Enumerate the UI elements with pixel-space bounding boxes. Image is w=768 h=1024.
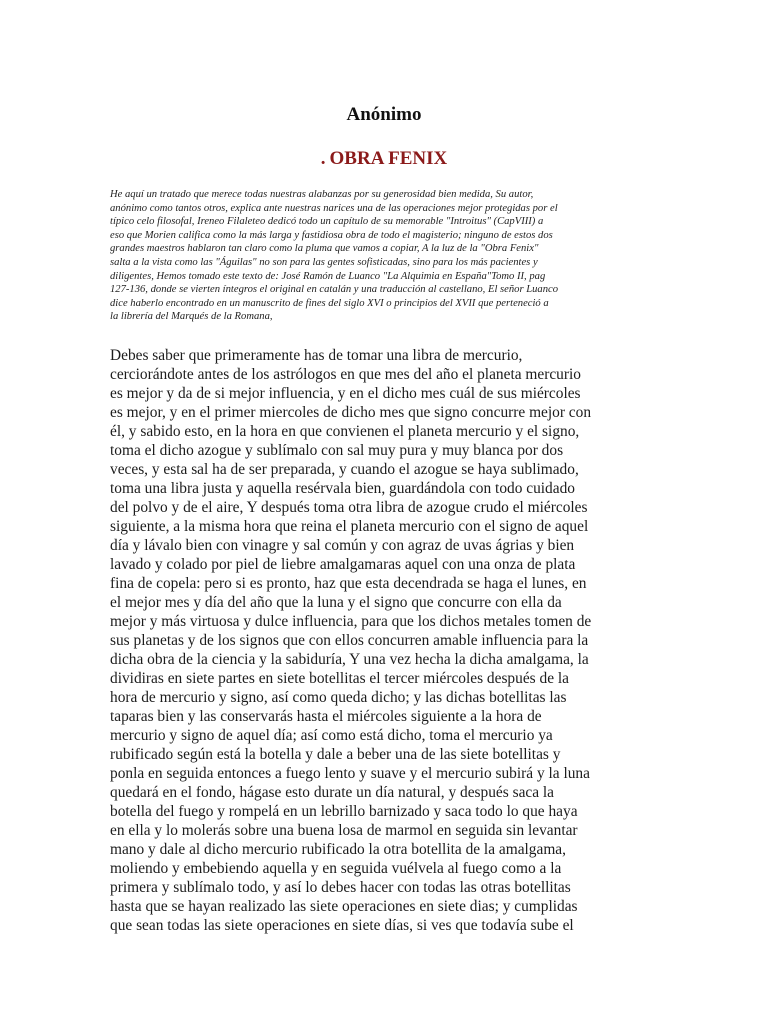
body-line: es mejor, y en el primer miercoles de dicho mes que signo concurre mejor con bbox=[110, 404, 592, 421]
body-line: mano y dale al dicho mercurio rubificado la otra botellita de la amalgama, bbox=[110, 841, 566, 858]
body-line: quedará en el fondo, hágase esto durate un día natural, y después saca la bbox=[110, 784, 555, 801]
body-line: hasta que se hayan realizado las siete operaciones en siete dias; y cumplidas bbox=[110, 898, 578, 915]
body-line: hora de mercurio y signo, así como queda dicho; y las dichas botellitas las bbox=[110, 689, 567, 706]
intro-line: anónimo como tantos otros, explica ante nuestras narices una de las operaciones mejor protegidas por el bbox=[110, 202, 558, 214]
body-line: siguiente, a la misma hora que reina el planeta mercurio con el signo de aquel bbox=[110, 518, 589, 535]
body-line: taparas bien y las conservarás hasta el miércoles siguiente a la hora de bbox=[110, 708, 542, 725]
body-line: botella del fuego y rompelá en un lebrillo barnizado y saca todo lo que haya bbox=[110, 803, 578, 820]
body-line: que sean todas las siete operaciones en siete días, si ves que todavía sube el bbox=[110, 917, 574, 934]
body-line: rubificado según está la botella y dale a beber una de las siete botellitas y bbox=[110, 746, 561, 763]
intro-line: la librería del Marqués de la Romana, bbox=[110, 311, 273, 323]
intro-line: He aquí un tratado que merece todas nuestras alabanzas por su generosidad bien medida, Su autor, bbox=[110, 189, 534, 200]
intro-line: diligentes, Hemos tomado este texto de: José Ramón de Luanco "La Alquimia en España"Tomo II, pag bbox=[110, 270, 546, 282]
body-line: cerciorándote antes de los astrólogos en que mes del año el planeta mercurio bbox=[110, 366, 581, 383]
body-line: es mejor y da de si mejor influencia, y en el dicho mes cuál de sus miércoles bbox=[110, 385, 581, 402]
body-line: sus planetas y de los signos que con ellos concurren amable influencia para la bbox=[110, 632, 589, 649]
intro-line: típico celo filosofal, Ireneo Filaleteo dedicó todo un capítulo de su memorable "Introitus" (CapVIII) a bbox=[110, 216, 544, 228]
body-paragraph bbox=[110, 346, 662, 935]
body-line: toma el dicho azogue y sublímalo con sal muy pura y muy blanca por dos bbox=[110, 442, 564, 459]
intro-line: grandes maestros hablaron tan claro como la pluma que vamos a copiar, A la luz de la "Obra Fenix" bbox=[110, 243, 539, 255]
body-line: en ella y lo molerás sobre una buena losa de marmol en seguida sin levantar bbox=[110, 822, 578, 839]
body-line: día y lávalo bien con vinagre y sal común y con agraz de uvas ágrias y bien bbox=[110, 537, 575, 554]
author-heading: Anónimo bbox=[346, 104, 422, 125]
body-line: del polvo y de el aire, Y después toma otra libra de azogue crudo el miércoles bbox=[110, 499, 588, 516]
body-line: toma una libra justa y aquella resérvala bien, guardándola con todo cuidado bbox=[110, 480, 575, 497]
body-line: ponla en seguida entonces a fuego lento y suave y el mercurio subirá y la luna bbox=[110, 765, 590, 782]
body-line: mercurio y signo de aquel día; así como está dicho, toma el mercurio ya bbox=[110, 727, 553, 744]
body-line: él, y sabido esto, en la hora en que convienen el planeta mercurio y el signo, bbox=[110, 423, 580, 440]
body-line: Debes saber que primeramente has de tomar una libra de mercurio, bbox=[110, 347, 523, 364]
body-line: fina de copela: pero si es pronto, haz que esta decendrada se haga el lunes, en bbox=[110, 575, 587, 592]
body-line: primera y sublímalo todo, y así lo debes hacer con todas las otras botellitas bbox=[110, 879, 571, 896]
body-line: dividiras en siete partes en siete botellitas el tercer miércoles después de la bbox=[110, 670, 569, 687]
intro-line: 127-136, donde se vierten íntegros el original en catalán y una traducción al castellano, El señor Luanco bbox=[110, 284, 559, 296]
document-title bbox=[0, 147, 768, 171]
body-line: moliendo y embebiendo aquella y en seguida vuélvela al fuego como a la bbox=[110, 860, 562, 877]
intro-paragraph bbox=[110, 188, 662, 324]
intro-line: dice haberlo encontrado en un manuscrito de fines del siglo XVI o principios del XVII que perteneció a bbox=[110, 297, 549, 309]
body-line: mejor y más virtuosa y dulce influencia, para que los dichos metales tomen de bbox=[110, 613, 592, 630]
body-line: veces, y esta sal ha de ser preparada, y cuando el azogue se haya sublimado, bbox=[110, 461, 579, 478]
intro-line: salta a la vista como las "Águilas" no son para las gentes sofisticadas, sino para los más pacientes y bbox=[110, 256, 538, 268]
title-text: OBRA FENIX bbox=[329, 148, 448, 169]
body-line: dicha obra de la ciencia y la sabiduría, Y una vez hecha la dicha amalgama, la bbox=[110, 651, 589, 668]
body-line: lavado y colado por piel de liebre amalgamaras aquel con una onza de plata bbox=[110, 556, 576, 573]
intro-line: eso que Morien califica como la más larga y fastidiosa obra de todo el magisterio; ninguno de estos dos bbox=[110, 229, 553, 241]
title-prefix: . bbox=[320, 148, 326, 169]
body-line: el mejor mes y día del año que la luna y el signo que concurre con ella da bbox=[110, 594, 562, 611]
